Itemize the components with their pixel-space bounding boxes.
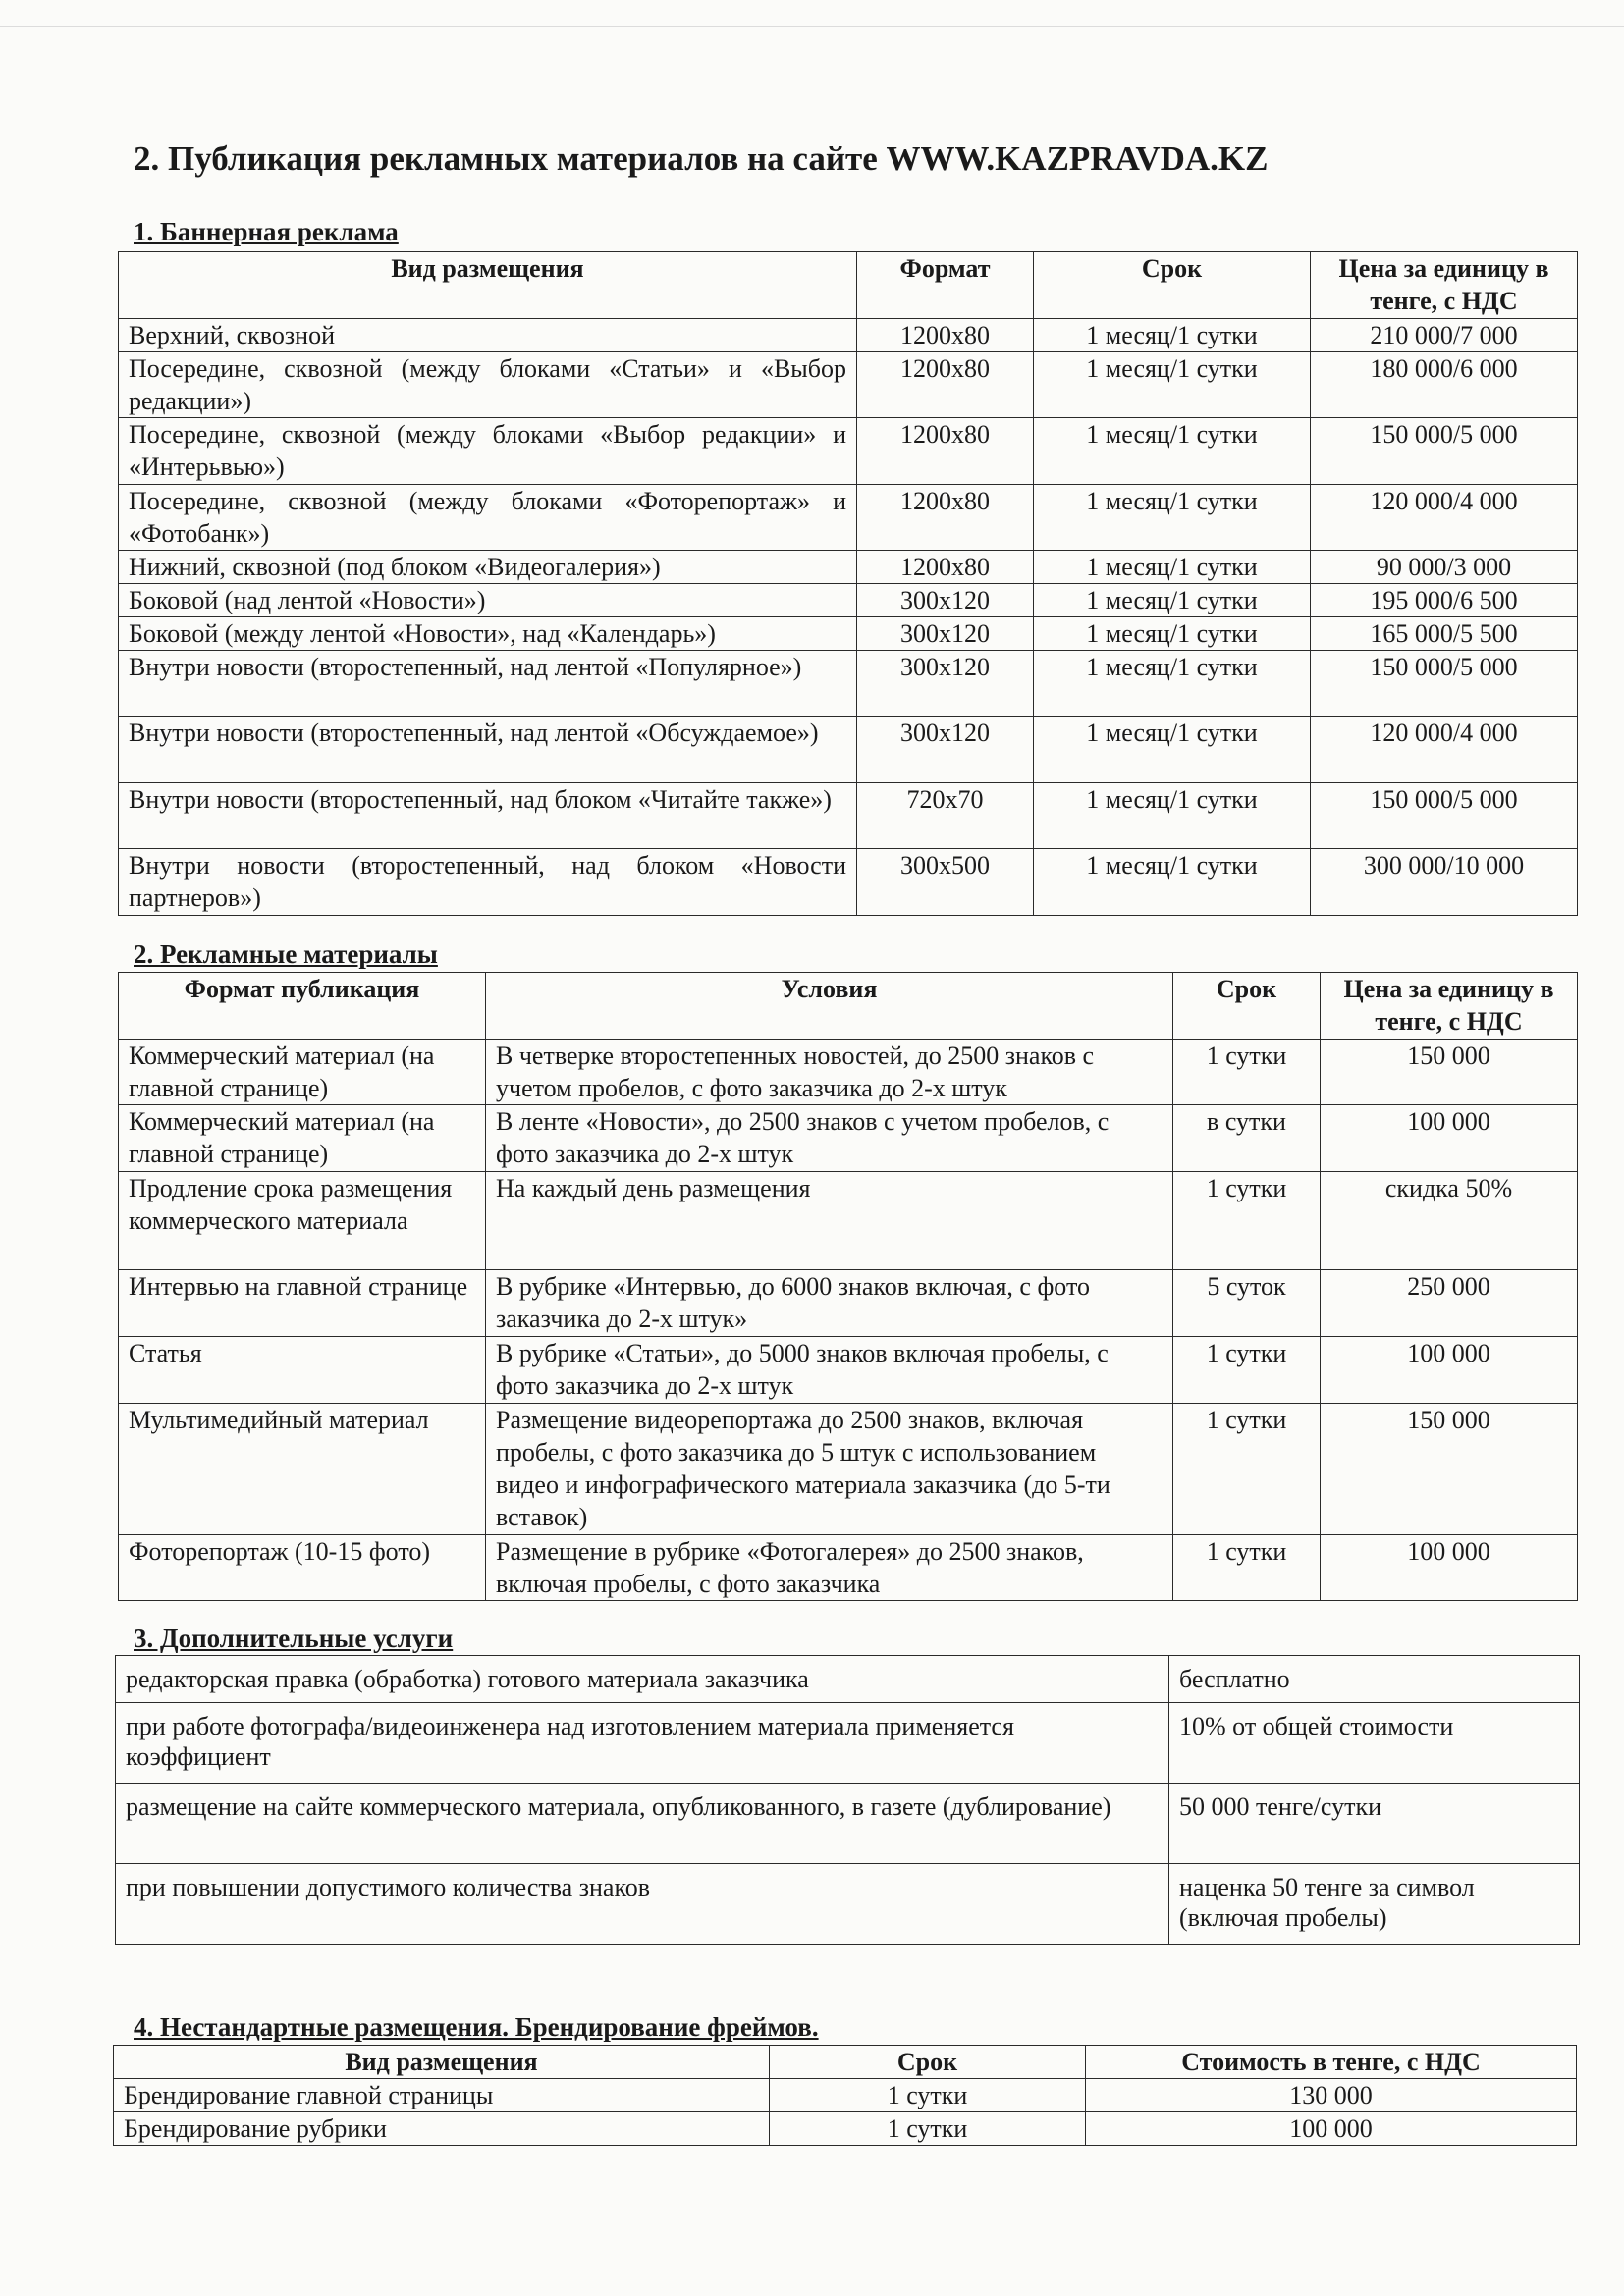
banner-cell-price: 165 000/5 500 — [1311, 617, 1578, 651]
banner-header-format: Формат — [857, 252, 1034, 319]
nonstandard-cell-cost: 130 000 — [1086, 2079, 1577, 2112]
materials-cell-term: 1 сутки — [1173, 1040, 1321, 1105]
banner-table-row — [119, 717, 1578, 783]
nonstandard-header-term: Срок — [770, 2046, 1086, 2079]
banner-cell-term: 1 месяц/1 сутки — [1034, 617, 1311, 651]
banner-cell-price: 120 000/4 000 — [1311, 485, 1578, 551]
extra-cell-price: 50 000 тенге/сутки — [1169, 1784, 1580, 1864]
materials-cell-term: 1 сутки — [1173, 1404, 1321, 1535]
banner-cell-term: 1 месяц/1 сутки — [1034, 717, 1311, 783]
banner-cell-format: 1200х80 — [857, 418, 1034, 485]
materials-header-term: Срок — [1173, 973, 1321, 1040]
banner-cell-placement: Посередине, сквозной (между блоками «Выбор редакции» и «Интерьвью») — [119, 418, 857, 485]
materials-cell-price: 150 000 — [1321, 1404, 1578, 1535]
banner-cell-format: 720х70 — [857, 783, 1034, 849]
banner-heading: 1. Баннерная реклама — [134, 217, 399, 246]
banner-cell-format: 300х120 — [857, 651, 1034, 717]
banner-cell-placement: Внутри новости (второстепенный, над блоком «Читайте также») — [119, 783, 857, 849]
extra-heading: 3. Дополнительные услуги — [134, 1624, 454, 1653]
materials-cell-format: Интервью на главной странице — [119, 1270, 486, 1337]
materials-cell-format: Продление срока размещения коммерческого материала — [119, 1172, 486, 1270]
materials-cell-conditions: В рубрике «Интервью, до 6000 знаков включая, с фото заказчика до 2-х штук» — [486, 1270, 1173, 1337]
materials-cell-format: Коммерческий материал (на главной странице) — [119, 1040, 486, 1105]
materials-header-format: Формат публикация — [119, 973, 486, 1040]
page-top-rule — [0, 26, 1624, 27]
banner-cell-placement: Нижний, сквозной (под блоком «Видеогалерия») — [119, 551, 857, 584]
banner-cell-placement: Внутри новости (второстепенный, над лентой «Популярное») — [119, 651, 857, 717]
banner-table-row — [119, 584, 1578, 617]
materials-table-row — [119, 1337, 1578, 1404]
extra-cell-service: размещение на сайте коммерческого материала, опубликованного, в газете (дублирование) — [116, 1784, 1169, 1864]
materials-cell-conditions: Размещение в рубрике «Фотогалерея» до 2500 знаков, включая пробелы, с фото заказчика — [486, 1535, 1173, 1601]
banner-cell-term: 1 месяц/1 сутки — [1034, 319, 1311, 352]
banner-table-row — [119, 849, 1578, 916]
banner-table-row — [119, 617, 1578, 651]
materials-cell-price: 150 000 — [1321, 1040, 1578, 1105]
extra-table-row — [116, 1656, 1580, 1703]
banner-cell-placement: Внутри новости (второстепенный, над блоком «Новости партнеров») — [119, 849, 857, 916]
banner-cell-term: 1 месяц/1 сутки — [1034, 584, 1311, 617]
banner-cell-price: 150 000/5 000 — [1311, 783, 1578, 849]
banner-cell-format: 1200х80 — [857, 352, 1034, 418]
materials-cell-conditions: На каждый день размещения — [486, 1172, 1173, 1270]
banner-cell-format: 300х120 — [857, 617, 1034, 651]
banner-cell-placement: Посередине, сквозной (между блоками «Фоторепортаж» и «Фотобанк») — [119, 485, 857, 551]
banner-cell-price: 90 000/3 000 — [1311, 551, 1578, 584]
nonstandard-cell-cost: 100 000 — [1086, 2112, 1577, 2146]
materials-cell-conditions: В ленте «Новости», до 2500 знаков с учетом пробелов, с фото заказчика до 2-х штук — [486, 1105, 1173, 1172]
materials-cell-conditions: В рубрике «Статьи», до 5000 знаков включая пробелы, с фото заказчика до 2-х штук — [486, 1337, 1173, 1404]
banner-cell-price: 180 000/6 000 — [1311, 352, 1578, 418]
banner-table — [118, 251, 1578, 916]
nonstandard-cell-placement: Брендирование рубрики — [114, 2112, 770, 2146]
materials-cell-format: Мультимедийный материал — [119, 1404, 486, 1535]
page-title: 2. Публикация рекламных материалов на сайте WWW.KAZPRAVDA.KZ — [134, 139, 1269, 178]
nonstandard-cell-term: 1 сутки — [770, 2112, 1086, 2146]
banner-header-price: Цена за единицу в тенге, с НДС — [1311, 252, 1578, 319]
materials-table-row — [119, 1040, 1578, 1105]
banner-cell-format: 300х120 — [857, 717, 1034, 783]
banner-cell-placement: Верхний, сквозной — [119, 319, 857, 352]
banner-cell-term: 1 месяц/1 сутки — [1034, 551, 1311, 584]
banner-table-row — [119, 319, 1578, 352]
banner-header-row — [119, 252, 1578, 319]
nonstandard-header-cost: Стоимость в тенге, с НДС — [1086, 2046, 1577, 2079]
banner-cell-format: 1200х80 — [857, 485, 1034, 551]
materials-cell-term: 1 сутки — [1173, 1172, 1321, 1270]
materials-cell-price: 100 000 — [1321, 1105, 1578, 1172]
materials-cell-format: Коммерческий материал (на главной странице) — [119, 1105, 486, 1172]
banner-cell-price: 120 000/4 000 — [1311, 717, 1578, 783]
materials-header-conditions: Условия — [486, 973, 1173, 1040]
banner-table-row — [119, 651, 1578, 717]
materials-cell-term: 1 сутки — [1173, 1535, 1321, 1601]
banner-table-row — [119, 485, 1578, 551]
banner-cell-term: 1 месяц/1 сутки — [1034, 485, 1311, 551]
materials-header-row — [119, 973, 1578, 1040]
banner-cell-placement: Внутри новости (второстепенный, над лентой «Обсуждаемое») — [119, 717, 857, 783]
banner-cell-format: 300х500 — [857, 849, 1034, 916]
materials-cell-price: скидка 50% — [1321, 1172, 1578, 1270]
extra-table-row — [116, 1784, 1580, 1864]
materials-cell-price: 100 000 — [1321, 1535, 1578, 1601]
nonstandard-cell-placement: Брендирование главной страницы — [114, 2079, 770, 2112]
banner-cell-term: 1 месяц/1 сутки — [1034, 418, 1311, 485]
materials-table-row — [119, 1535, 1578, 1601]
nonstandard-table-row — [114, 2112, 1577, 2146]
materials-cell-price: 250 000 — [1321, 1270, 1578, 1337]
materials-cell-price: 100 000 — [1321, 1337, 1578, 1404]
banner-table-row — [119, 783, 1578, 849]
extra-cell-service: редакторская правка (обработка) готового материала заказчика — [116, 1656, 1169, 1703]
banner-header-placement: Вид размещения — [119, 252, 857, 319]
materials-heading: 2. Рекламные материалы — [134, 939, 438, 969]
materials-cell-format: Статья — [119, 1337, 486, 1404]
nonstandard-cell-term: 1 сутки — [770, 2079, 1086, 2112]
banner-cell-format: 1200х80 — [857, 319, 1034, 352]
materials-table-row — [119, 1404, 1578, 1535]
materials-table-row — [119, 1105, 1578, 1172]
materials-table-row — [119, 1270, 1578, 1337]
nonstandard-table-row — [114, 2079, 1577, 2112]
banner-cell-price: 195 000/6 500 — [1311, 584, 1578, 617]
nonstandard-header-placement: Вид размещения — [114, 2046, 770, 2079]
banner-cell-price: 300 000/10 000 — [1311, 849, 1578, 916]
banner-cell-term: 1 месяц/1 сутки — [1034, 651, 1311, 717]
materials-cell-term: 1 сутки — [1173, 1337, 1321, 1404]
banner-cell-placement: Боковой (между лентой «Новости», над «Календарь») — [119, 617, 857, 651]
nonstandard-table — [113, 2045, 1577, 2146]
extra-cell-service: при повышении допустимого количества знаков — [116, 1864, 1169, 1945]
materials-cell-conditions: Размещение видеорепортажа до 2500 знаков, включая пробелы, с фото заказчика до 5 штук с использованием видео и инфографического материала заказчика (до 5-ти вставок) — [486, 1404, 1173, 1535]
extra-cell-price: бесплатно — [1169, 1656, 1580, 1703]
banner-cell-price: 150 000/5 000 — [1311, 651, 1578, 717]
materials-table-row — [119, 1172, 1578, 1270]
banner-cell-format: 1200х80 — [857, 551, 1034, 584]
materials-table — [118, 972, 1578, 1601]
materials-cell-format: Фоторепортаж (10-15 фото) — [119, 1535, 486, 1601]
banner-table-row — [119, 352, 1578, 418]
materials-header-price: Цена за единицу в тенге, с НДС — [1321, 973, 1578, 1040]
banner-cell-placement: Посередине, сквозной (между блоками «Статьи» и «Выбор редакции») — [119, 352, 857, 418]
nonstandard-heading: 4. Нестандартные размещения. Брендирование фреймов. — [134, 2012, 819, 2042]
materials-cell-conditions: В четверке второстепенных новостей, до 2500 знаков с учетом пробелов, с фото заказчика до 2-х штук — [486, 1040, 1173, 1105]
materials-cell-term: 5 суток — [1173, 1270, 1321, 1337]
extra-cell-service: при работе фотографа/видеоинженера над изготовлением материала применяется коэффициент — [116, 1703, 1169, 1784]
banner-cell-term: 1 месяц/1 сутки — [1034, 352, 1311, 418]
extra-table-row — [116, 1864, 1580, 1945]
nonstandard-header-row — [114, 2046, 1577, 2079]
banner-cell-price: 210 000/7 000 — [1311, 319, 1578, 352]
banner-cell-term: 1 месяц/1 сутки — [1034, 849, 1311, 916]
extra-cell-price: наценка 50 тенге за символ (включая пробелы) — [1169, 1864, 1580, 1945]
banner-cell-price: 150 000/5 000 — [1311, 418, 1578, 485]
materials-cell-term: в сутки — [1173, 1105, 1321, 1172]
banner-cell-placement: Боковой (над лентой «Новости») — [119, 584, 857, 617]
extra-cell-price: 10% от общей стоимости — [1169, 1703, 1580, 1784]
banner-header-term: Срок — [1034, 252, 1311, 319]
banner-table-row — [119, 551, 1578, 584]
banner-cell-format: 300х120 — [857, 584, 1034, 617]
banner-table-row — [119, 418, 1578, 485]
extra-table-row — [116, 1703, 1580, 1784]
extra-table — [115, 1655, 1580, 1945]
banner-cell-term: 1 месяц/1 сутки — [1034, 783, 1311, 849]
